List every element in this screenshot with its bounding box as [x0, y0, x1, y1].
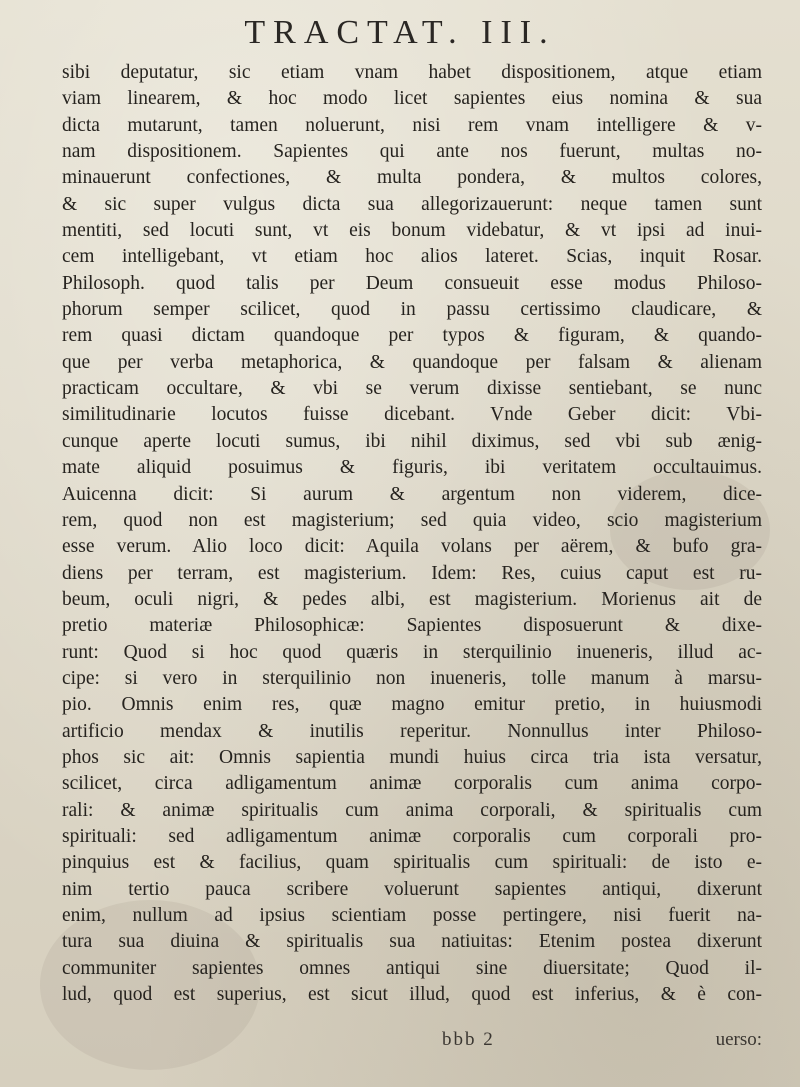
text-line: phos sic ait: Omnis sapientia mundi huius circa tria ista versatur,	[62, 746, 762, 768]
text-line: mentiti, sed locuti sunt, vt eis bonum videbatur, & vt ipsi ad inui-	[62, 220, 762, 242]
text-line: enim, nullum ad ipsius scientiam posse pertingere, nisi fuerit na-	[62, 905, 762, 926]
text-line: spirituali: sed adligamentum animæ corporalis cum corporali pro-	[62, 825, 762, 847]
running-head: TRACTAT. III.	[244, 14, 556, 51]
text-line: phorum semper scilicet, quod in passu certissimo claudicare, &	[62, 299, 762, 321]
text-line: nam dispositionem. Sapientes qui ante nos fuerunt, multas no-	[62, 141, 762, 163]
text-line: esse verum. Alio loco dicit: Aquila volans per aërem, & bufo gra-	[62, 536, 762, 558]
text-line: viam linearem, & hoc modo licet sapientes eius nomina & sua	[62, 88, 762, 110]
page-footer	[62, 1029, 762, 1055]
text-line: rem, quod non est magisterium; sed quia video, scio magisterium	[62, 509, 762, 531]
text-line: sibi deputatur, sic etiam vnam habet dispositionem, atque etiam	[62, 62, 762, 83]
text-line: practicam occultare, & vbi se verum dixisse sentiebant, se nunc	[62, 378, 762, 400]
text-line: que per verba metaphorica, & quandoque per falsam & alienam	[62, 351, 762, 373]
catchword: uerso:	[715, 1029, 762, 1050]
text-line: cunque aperte locuti sumus, ibi nihil diximus, sed vbi sub ænig-	[62, 430, 762, 452]
text-line: minauerunt confectiones, & multa pondera, & multos colores,	[62, 167, 762, 189]
text-line: dicta mutarunt, tamen noluerunt, nisi rem vnam intelligere & v-	[62, 114, 762, 136]
text-line: Auicenna dicit: Si aurum & argentum non viderem, dice-	[62, 483, 762, 505]
text-line: rem quasi dictam quandoque per typos & figuram, & quando-	[62, 325, 762, 347]
text-line: nim tertio pauca scribere voluerunt sapientes antiqui, dixerunt	[62, 878, 762, 900]
text-line: & sic super vulgus dicta sua allegorizauerunt: neque tamen sunt	[62, 193, 762, 215]
text-line: cem intelligebant, vt etiam hoc alios lateret. Scias, inquit Rosar.	[62, 246, 762, 268]
text-line: scilicet, circa adligamentum animæ corporalis cum anima corpo-	[62, 773, 762, 795]
text-line: lud, quod est superius, est sicut illud, quod est inferius, & è con-	[62, 984, 762, 1006]
text-line: pretio materiæ Philosophicæ: Sapientes disposuerunt & dixe-	[62, 615, 762, 637]
text-line: artificio mendax & inutilis reperitur. Nonnullus inter Philoso-	[62, 720, 762, 742]
text-line: similitudinarie locutos fuisse dicebant. Vnde Geber dicit: Vbi-	[62, 404, 762, 426]
text-line: cipe: si vero in sterquilinio non inueneris, tolle manum à marsu-	[62, 667, 762, 689]
text-line: beum, oculi nigri, & pedes albi, est magisterium. Morienus ait de	[62, 588, 762, 610]
signature-mark: bbb 2	[442, 1029, 495, 1050]
text-line: diens per terram, est magisterium. Idem: Res, cuius caput est ru-	[62, 562, 762, 584]
text-line: runt: Quod si hoc quod quæris in sterquilinio inueneris, illud ac-	[62, 641, 762, 663]
text-line: rali: & animæ spiritualis cum anima corporali, & spiritualis cum	[62, 799, 762, 821]
text-line: mate aliquid posuimus & figuris, ibi veritatem occultauimus.	[62, 457, 762, 479]
text-line: communiter sapientes omnes antiqui sine diuersitate; Quod il-	[62, 957, 762, 979]
text-line: pio. Omnis enim res, quæ magno emitur pretio, in huiusmodi	[62, 694, 762, 716]
text-line: pinquius est & facilius, quam spiritualis cum spirituali: de isto e-	[62, 852, 762, 874]
text-line: Philosoph. quod talis per Deum consueuit esse modus Philoso-	[62, 272, 762, 294]
body-text	[62, 60, 762, 1008]
text-line: tura sua diuina & spiritualis sua natiuitas: Etenim postea dixerunt	[62, 931, 762, 953]
